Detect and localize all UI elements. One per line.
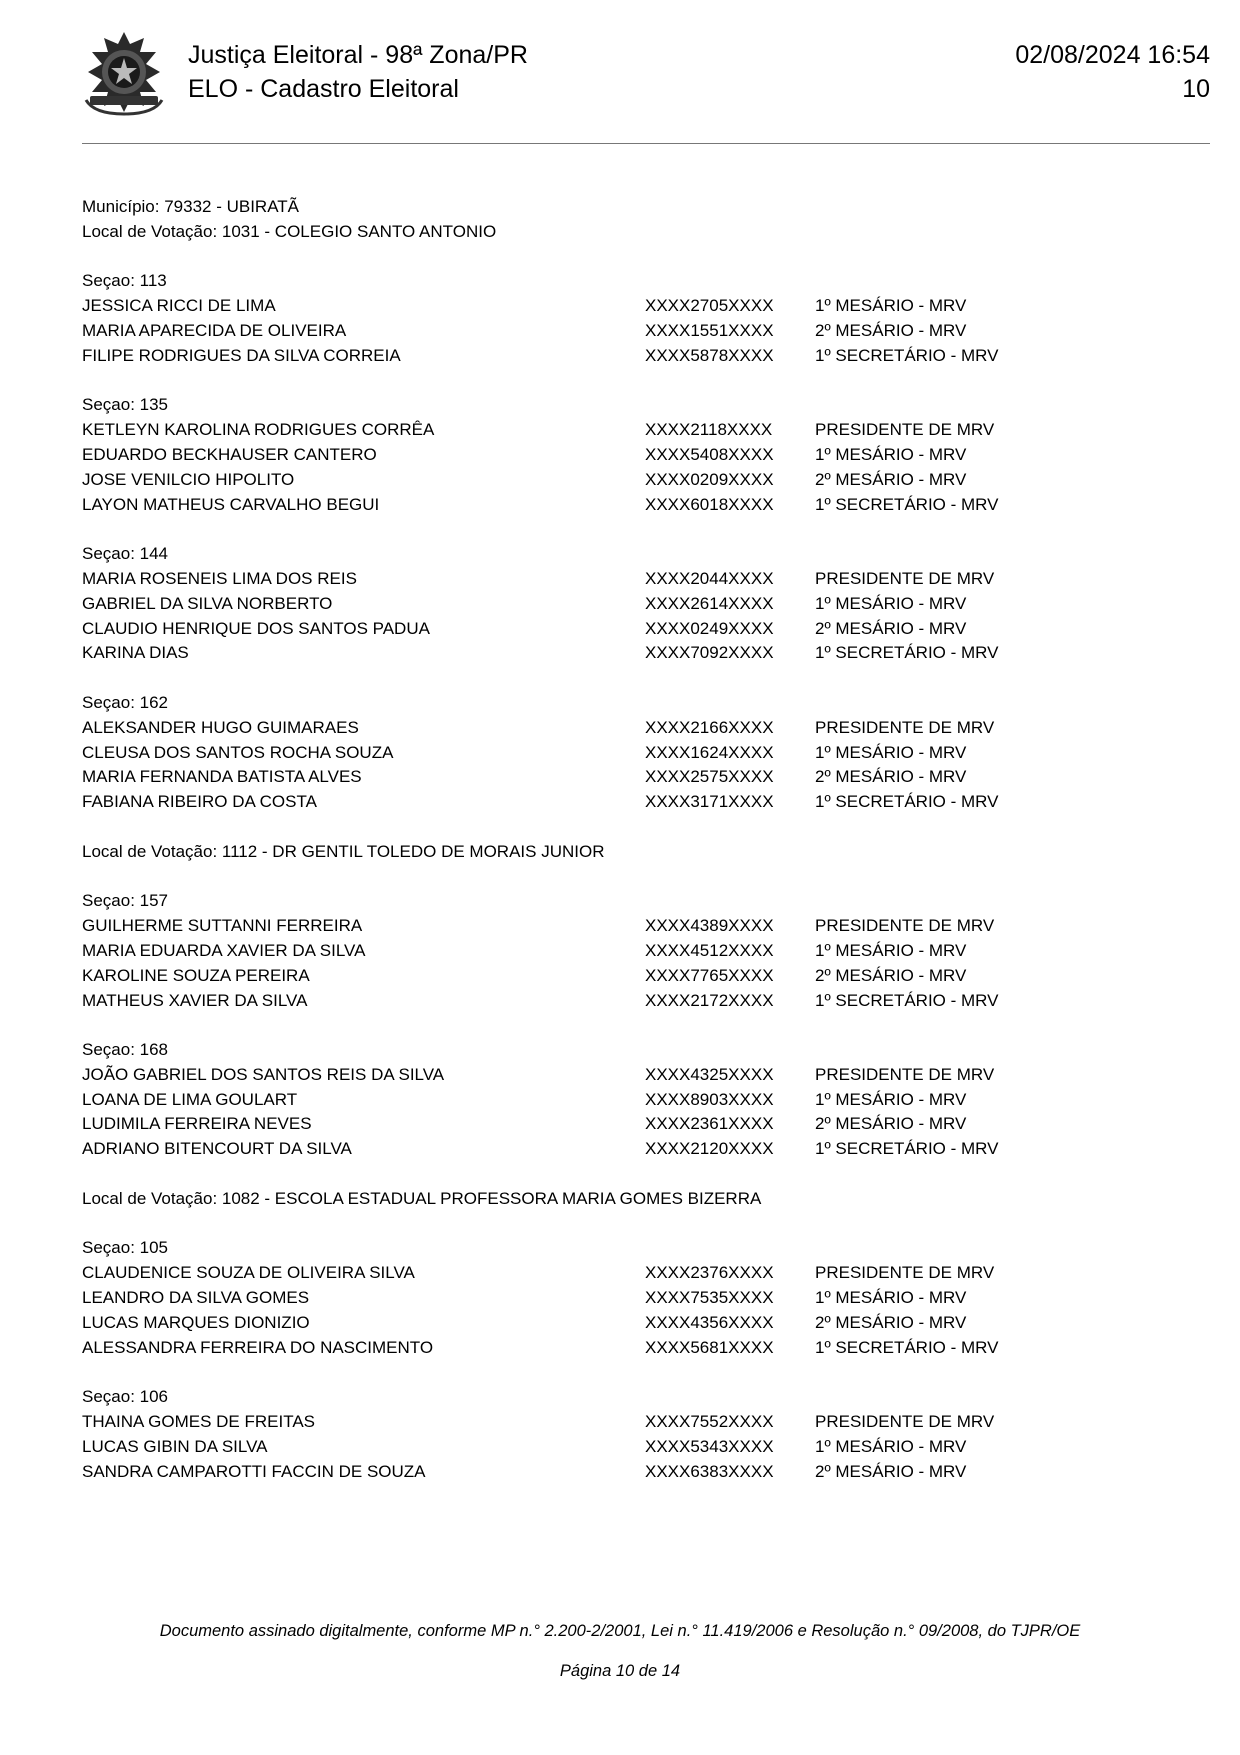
member-name: LEANDRO DA SILVA GOMES xyxy=(82,1288,310,1308)
member-id: XXXX5343XXXX xyxy=(645,1436,774,1456)
secao-label: Seçao: 157 xyxy=(82,891,169,911)
member-role: 1º MESÁRIO - MRV xyxy=(815,444,967,464)
coat-of-arms-icon xyxy=(82,30,166,116)
member-name: LUCAS MARQUES DIONIZIO xyxy=(82,1312,310,1332)
member-id: XXXX2575XXXX xyxy=(645,767,774,787)
secao-label: Seçao: 144 xyxy=(82,544,169,564)
member-role: 2º MESÁRIO - MRV xyxy=(815,320,967,340)
table-row xyxy=(82,493,1210,518)
member-role: 1º MESÁRIO - MRV xyxy=(815,593,967,613)
title-block xyxy=(188,38,528,106)
member-id: XXXX2361XXXX xyxy=(645,1114,774,1134)
signature-note: Documento assinado digitalmente, conforme MP n.° 2.200-2/2001, Lei n.° 11.419/2006 e Resolução n.° 09/2008, do TJPR/OE xyxy=(159,1622,1081,1640)
member-name: ADRIANO BITENCOURT DA SILVA xyxy=(82,1139,352,1159)
table-row xyxy=(82,741,1210,766)
member-name: EDUARDO BECKHAUSER CANTERO xyxy=(82,444,377,464)
table-row xyxy=(82,1261,1210,1286)
table-row xyxy=(82,914,1210,939)
member-name: MARIA EDUARDA XAVIER DA SILVA xyxy=(82,940,366,960)
table-row xyxy=(82,294,1210,319)
table-row xyxy=(82,641,1210,666)
member-role: PRESIDENTE DE MRV xyxy=(815,1064,995,1084)
pagination: Página 10 de 14 xyxy=(559,1662,681,1680)
member-id: XXXX5408XXXX xyxy=(645,444,774,464)
member-id: XXXX2705XXXX xyxy=(645,296,774,316)
table-row xyxy=(82,939,1210,964)
secao-label: Seçao: 113 xyxy=(82,271,167,291)
member-role: 1º SECRETÁRIO - MRV xyxy=(815,494,999,514)
member-role: 2º MESÁRIO - MRV xyxy=(815,965,967,985)
member-role: 1º SECRETÁRIO - MRV xyxy=(815,792,999,812)
member-role: 1º SECRETÁRIO - MRV xyxy=(815,643,999,663)
member-id: XXXX6018XXXX xyxy=(645,494,774,514)
table-row xyxy=(82,1088,1210,1113)
member-id: XXXX7092XXXX xyxy=(645,643,774,663)
member-role: 1º SECRETÁRIO - MRV xyxy=(815,1139,999,1159)
member-id: XXXX6383XXXX xyxy=(645,1461,774,1481)
member-id: XXXX1551XXXX xyxy=(645,320,774,340)
table-row xyxy=(82,617,1210,642)
table-row xyxy=(82,443,1210,468)
header-title: Justiça Eleitoral - 98ª Zona/PR xyxy=(188,41,528,69)
table-row xyxy=(82,1063,1210,1088)
document-header xyxy=(82,28,1210,118)
table-row xyxy=(82,418,1210,443)
header-datetime: 02/08/2024 16:54 xyxy=(1015,41,1210,69)
member-role: 2º MESÁRIO - MRV xyxy=(815,1312,967,1332)
header-subtitle: ELO - Cadastro Eleitoral xyxy=(188,75,459,103)
member-role: 1º MESÁRIO - MRV xyxy=(815,296,967,316)
member-name: MARIA FERNANDA BATISTA ALVES xyxy=(82,767,362,787)
member-name: GUILHERME SUTTANNI FERREIRA xyxy=(82,916,363,936)
member-name: KETLEYN KAROLINA RODRIGUES CORRÊA xyxy=(82,420,435,440)
table-row xyxy=(82,1286,1210,1311)
table-row xyxy=(82,344,1210,369)
secao-label: Seçao: 105 xyxy=(82,1238,169,1258)
table-row xyxy=(82,1336,1210,1361)
member-role: PRESIDENTE DE MRV xyxy=(815,717,995,737)
member-id: XXXX2172XXXX xyxy=(645,990,774,1010)
member-name: JOÃO GABRIEL DOS SANTOS REIS DA SILVA xyxy=(82,1064,445,1084)
member-id: XXXX4512XXXX xyxy=(645,940,774,960)
header-page-number: 10 xyxy=(1182,75,1210,103)
member-name: CLAUDENICE SOUZA DE OLIVEIRA SILVA xyxy=(82,1263,415,1283)
member-role: 1º MESÁRIO - MRV xyxy=(815,1089,967,1109)
municipio-label: Município: 79332 - UBIRATÃ xyxy=(82,197,299,216)
member-id: XXXX5681XXXX xyxy=(645,1337,774,1357)
member-name: MARIA ROSENEIS LIMA DOS REIS xyxy=(82,568,357,588)
member-name: THAINA GOMES DE FREITAS xyxy=(82,1412,315,1432)
table-row xyxy=(82,765,1210,790)
local-votacao-label: Local de Votação: 1031 - COLEGIO SANTO ANTONIO xyxy=(82,221,497,241)
member-name: MATHEUS XAVIER DA SILVA xyxy=(82,990,308,1010)
table-row xyxy=(82,1460,1210,1485)
member-name: JOSE VENILCIO HIPOLITO xyxy=(82,469,295,489)
member-name: KARINA DIAS xyxy=(82,643,189,663)
table-row xyxy=(82,567,1210,592)
member-name: LUDIMILA FERREIRA NEVES xyxy=(82,1114,312,1134)
member-id: XXXX4356XXXX xyxy=(645,1312,774,1332)
secao-label: Seçao: 106 xyxy=(82,1387,169,1407)
member-role: 2º MESÁRIO - MRV xyxy=(815,469,967,489)
member-role: 2º MESÁRIO - MRV xyxy=(815,1114,967,1134)
member-name: SANDRA CAMPAROTTI FACCIN DE SOUZA xyxy=(82,1461,426,1481)
header-meta xyxy=(1015,38,1210,106)
member-role: 1º SECRETÁRIO - MRV xyxy=(815,1337,999,1357)
document-body xyxy=(82,195,1210,1484)
member-role: 1º MESÁRIO - MRV xyxy=(815,1436,967,1456)
member-name: CLAUDIO HENRIQUE DOS SANTOS PADUA xyxy=(82,618,430,638)
secao-label: Seçao: 168 xyxy=(82,1040,169,1060)
member-id: XXXX3171XXXX xyxy=(645,792,774,812)
member-name: FABIANA RIBEIRO DA COSTA xyxy=(82,792,317,812)
member-name: CLEUSA DOS SANTOS ROCHA SOUZA xyxy=(82,742,394,762)
member-role: PRESIDENTE DE MRV xyxy=(815,1412,995,1432)
member-id: XXXX8903XXXX xyxy=(645,1089,774,1109)
local-votacao-label: Local de Votação: 1112 - DR GENTIL TOLEDO DE MORAIS JUNIOR xyxy=(82,841,605,861)
table-row xyxy=(82,964,1210,989)
table-row xyxy=(82,989,1210,1014)
member-id: XXXX4389XXXX xyxy=(645,916,774,936)
member-id: XXXX2120XXXX xyxy=(645,1139,774,1159)
header-divider xyxy=(82,143,1210,144)
member-role: 1º MESÁRIO - MRV xyxy=(815,1288,967,1308)
table-row xyxy=(82,1112,1210,1137)
table-row xyxy=(82,1137,1210,1162)
member-name: LOANA DE LIMA GOULART xyxy=(82,1089,298,1109)
secao-label: Seçao: 162 xyxy=(82,692,169,712)
member-id: XXXX2376XXXX xyxy=(645,1263,774,1283)
member-name: ALESSANDRA FERREIRA DO NASCIMENTO xyxy=(82,1337,434,1357)
table-row xyxy=(82,319,1210,344)
table-row xyxy=(82,1435,1210,1460)
member-id: XXXX1624XXXX xyxy=(645,742,774,762)
member-role: PRESIDENTE DE MRV xyxy=(815,916,995,936)
member-name: LUCAS GIBIN DA SILVA xyxy=(82,1436,268,1456)
member-id: XXXX2614XXXX xyxy=(645,593,774,613)
member-role: PRESIDENTE DE MRV xyxy=(815,1263,995,1283)
member-id: XXXX4325XXXX xyxy=(645,1064,774,1084)
table-row xyxy=(82,1311,1210,1336)
member-name: JESSICA RICCI DE LIMA xyxy=(82,296,276,316)
member-role: 2º MESÁRIO - MRV xyxy=(815,618,967,638)
member-role: PRESIDENTE DE MRV xyxy=(815,420,995,440)
member-id: XXXX2166XXXX xyxy=(645,717,774,737)
member-name: KAROLINE SOUZA PEREIRA xyxy=(82,965,310,985)
table-row xyxy=(82,592,1210,617)
member-role: 1º SECRETÁRIO - MRV xyxy=(815,990,999,1010)
member-id: XXXX7765XXXX xyxy=(645,965,774,985)
member-role: PRESIDENTE DE MRV xyxy=(815,568,995,588)
table-row xyxy=(82,790,1210,815)
member-role: 2º MESÁRIO - MRV xyxy=(815,1461,967,1481)
member-name: LAYON MATHEUS CARVALHO BEGUI xyxy=(82,494,380,514)
member-id: XXXX7552XXXX xyxy=(645,1412,774,1432)
member-name: ALEKSANDER HUGO GUIMARAES xyxy=(82,717,359,737)
member-name: MARIA APARECIDA DE OLIVEIRA xyxy=(82,320,347,340)
member-id: XXXX5878XXXX xyxy=(645,345,774,365)
member-role: 2º MESÁRIO - MRV xyxy=(815,767,967,787)
member-id: XXXX0249XXXX xyxy=(645,618,774,638)
member-role: 1º MESÁRIO - MRV xyxy=(815,742,967,762)
member-id: XXXX2118XXXX xyxy=(645,420,773,440)
member-name: FILIPE RODRIGUES DA SILVA CORREIA xyxy=(82,345,401,365)
local-votacao-label: Local de Votação: 1082 - ESCOLA ESTADUAL PROFESSORA MARIA GOMES BIZERRA xyxy=(82,1188,762,1208)
member-role: 1º MESÁRIO - MRV xyxy=(815,940,967,960)
member-name: GABRIEL DA SILVA NORBERTO xyxy=(82,593,333,613)
table-row xyxy=(82,1410,1210,1435)
secao-label: Seçao: 135 xyxy=(82,395,169,415)
member-role: 1º SECRETÁRIO - MRV xyxy=(815,345,999,365)
member-id: XXXX2044XXXX xyxy=(645,568,774,588)
table-row xyxy=(82,468,1210,493)
table-row xyxy=(82,716,1210,741)
member-id: XXXX7535XXXX xyxy=(645,1288,774,1308)
member-id: XXXX0209XXXX xyxy=(645,469,774,489)
